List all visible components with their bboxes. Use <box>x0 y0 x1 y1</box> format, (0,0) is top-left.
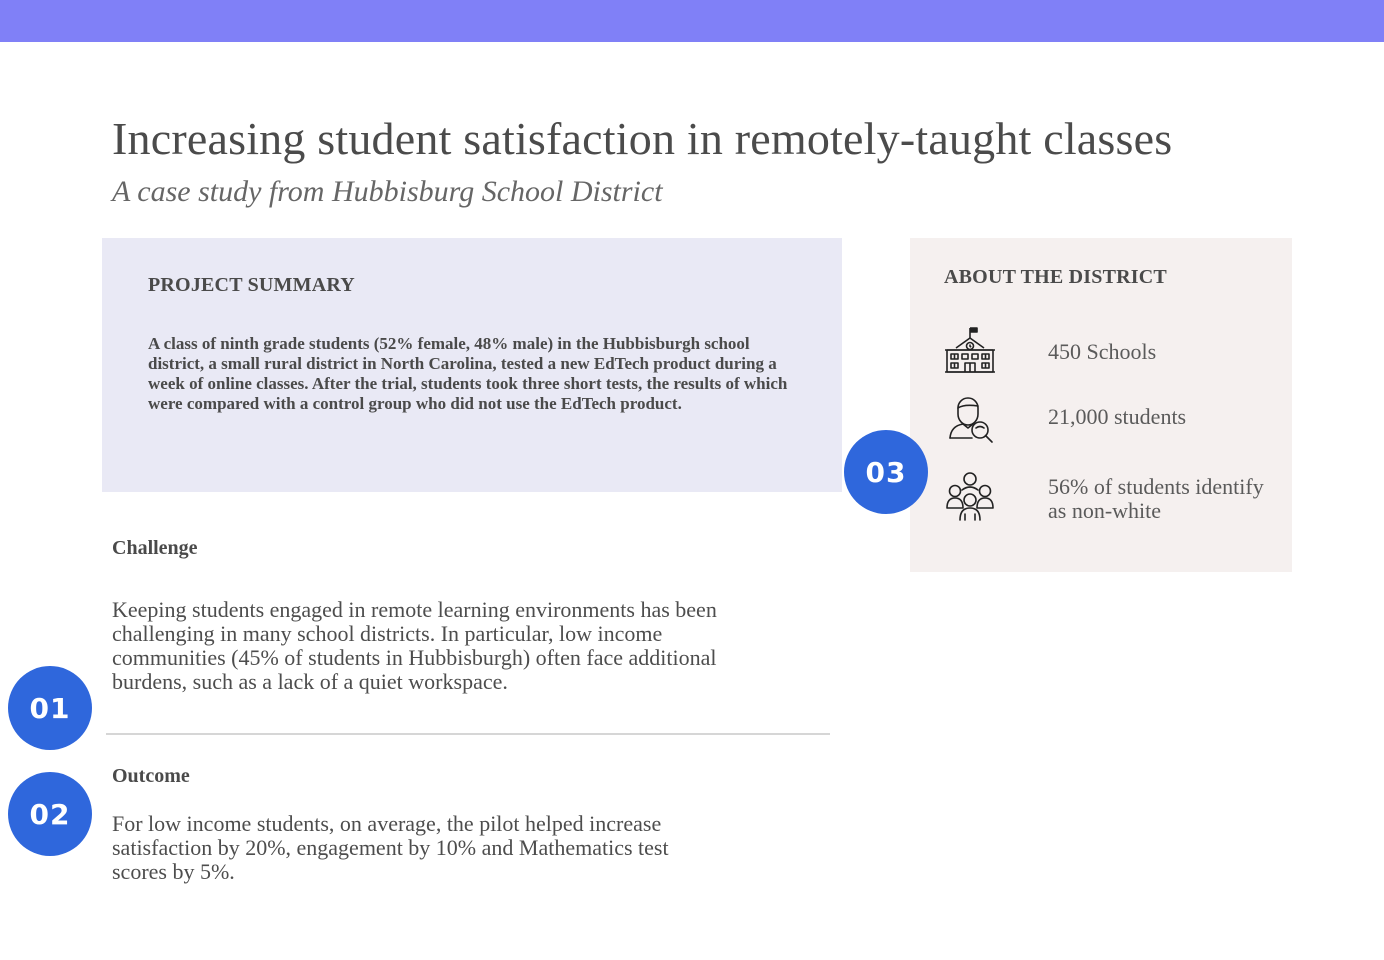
stat-diversity: 56% of students identify as non-white <box>1048 474 1264 523</box>
about-district-heading: ABOUT THE DISTRICT <box>944 266 1167 288</box>
outcome-heading: Outcome <box>112 765 190 787</box>
project-summary-heading: PROJECT SUMMARY <box>148 274 355 296</box>
student-search-icon <box>944 394 996 446</box>
school-building-icon <box>944 326 996 378</box>
challenge-heading: Challenge <box>112 537 198 559</box>
top-accent-bar <box>0 0 1384 42</box>
number-badge-03: 03 <box>844 430 928 514</box>
about-district-panel <box>910 238 1292 572</box>
group-people-icon <box>944 470 996 522</box>
section-divider <box>106 733 830 735</box>
challenge-text: Keeping students engaged in remote learning environments has been challenging in many school districts. In particular, low income communities (45% of students in Hubbisburgh) often face additional burdens, such as a lack of a quiet workspace. <box>112 597 717 694</box>
number-badge-02: 02 <box>8 772 92 856</box>
project-summary-text: A class of ninth grade students (52% female, 48% male) in the Hubbisburgh school district, a small rural district in North Carolina, tested a new EdTech product during a week of online classes. After the trial, students took three short tests, the results of which were compared with a control group who did not use the EdTech product. <box>148 334 788 413</box>
project-summary-panel <box>102 238 842 492</box>
number-badge-01: 01 <box>8 666 92 750</box>
outcome-text: For low income students, on average, the pilot helped increase satisfaction by 20%, engagement by 10% and Mathematics test scores by 5%. <box>112 811 669 884</box>
stat-schools: 450 Schools <box>1048 339 1157 364</box>
page-title: Increasing student satisfaction in remotely-taught classes <box>112 113 1173 164</box>
stat-students: 21,000 students <box>1048 404 1187 429</box>
page-subtitle: A case study from Hubbisburg School District <box>112 175 663 208</box>
